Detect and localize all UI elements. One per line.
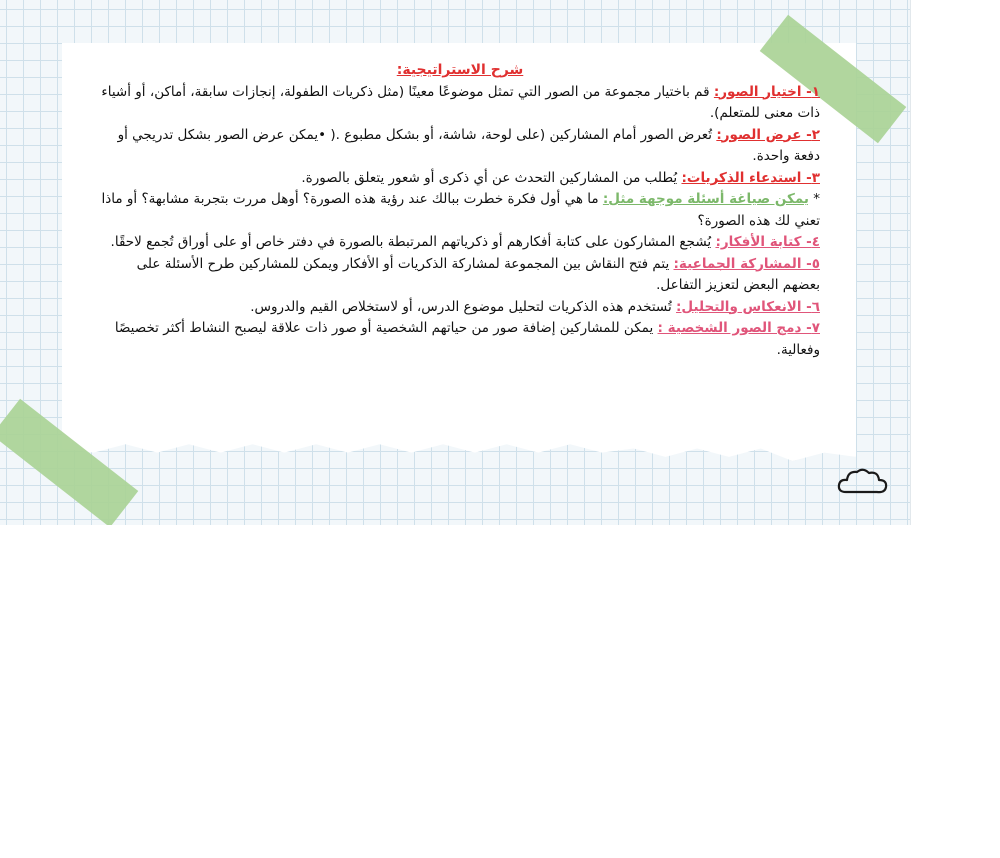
step-2-text: تُعرض الصور أمام المشاركين (على لوحة، شاشة، أو بشكل مطبوع .( •يمكن عرض الصور بشكل تدريجي أو دفعة واحدة. [117, 126, 820, 164]
step-7-heading: ٧- دمج الصور الشخصية : [657, 320, 820, 336]
step-5 [100, 254, 820, 297]
cloud-icon [836, 466, 890, 498]
step-1 [100, 82, 820, 125]
step-6 [100, 297, 820, 319]
step-2 [100, 125, 820, 168]
step-6-heading: ٦- الانعكاس والتحليل: [676, 298, 820, 315]
step-7 [100, 318, 820, 361]
step-3 [100, 168, 820, 190]
step-6-text: تُستخدم هذه الذكريات لتحليل موضوع الدرس، أو لاستخلاص القيم والدروس. [250, 298, 677, 315]
step-4-text: يُشجع المشاركون على كتابة أفكارهم أو ذكرياتهم المرتبطة بالصورة في دفتر خاص أو على أوراق تُجمع لاحقًا. [110, 234, 716, 250]
step-7-text: يمكن للمشاركين إضافة صور من حياتهم الشخصية أو صور ذات علاقة ليصبح النشاط أكثر تخصيصًا وفعالية. [114, 320, 820, 358]
guided-questions-prefix: * [808, 191, 820, 207]
page-title: شرح الاستراتيجية: [396, 62, 524, 78]
step-4 [100, 232, 820, 254]
step-1-text: قم باختيار مجموعة من الصور التي تمثل موضوعًا معينًا (مثل ذكريات الطفولة، إنجازات سابقة، أماكن، أو أشياء ذات معنى للمتعلم). [101, 83, 820, 121]
guided-questions-heading: يمكن صياغة أسئلة موجهة مثل: [602, 191, 809, 207]
step-4-heading: ٤- كتابة الأفكار: [715, 234, 820, 250]
guided-questions-text: ما هي أول فكرة خطرت ببالك عند رؤية هذه الصورة؟ أوهل مررت بتجربة مشابهة؟ أو ماذا تعني لك هذه الصورة؟ [101, 191, 820, 229]
step-3-heading: ٣- استدعاء الذكريات: [681, 169, 820, 186]
step-1-heading: ١- اختيار الصور: [713, 83, 820, 100]
step-3-text: يُطلب من المشاركين التحدث عن أي ذكرى أو شعور يتعلق بالصورة. [301, 169, 682, 186]
strategy-content [100, 60, 820, 361]
guided-questions [100, 189, 820, 232]
step-2-heading: ٢- عرض الصور: [716, 126, 820, 143]
step-5-heading: ٥- المشاركة الجماعية: [673, 255, 820, 272]
step-5-text: يتم فتح النقاش بين المجموعة لمشاركة الذكريات أو الأفكار ويمكن للمشاركين طرح الأسئلة على بعضهم البعض لتعزيز التفاعل. [136, 255, 820, 293]
